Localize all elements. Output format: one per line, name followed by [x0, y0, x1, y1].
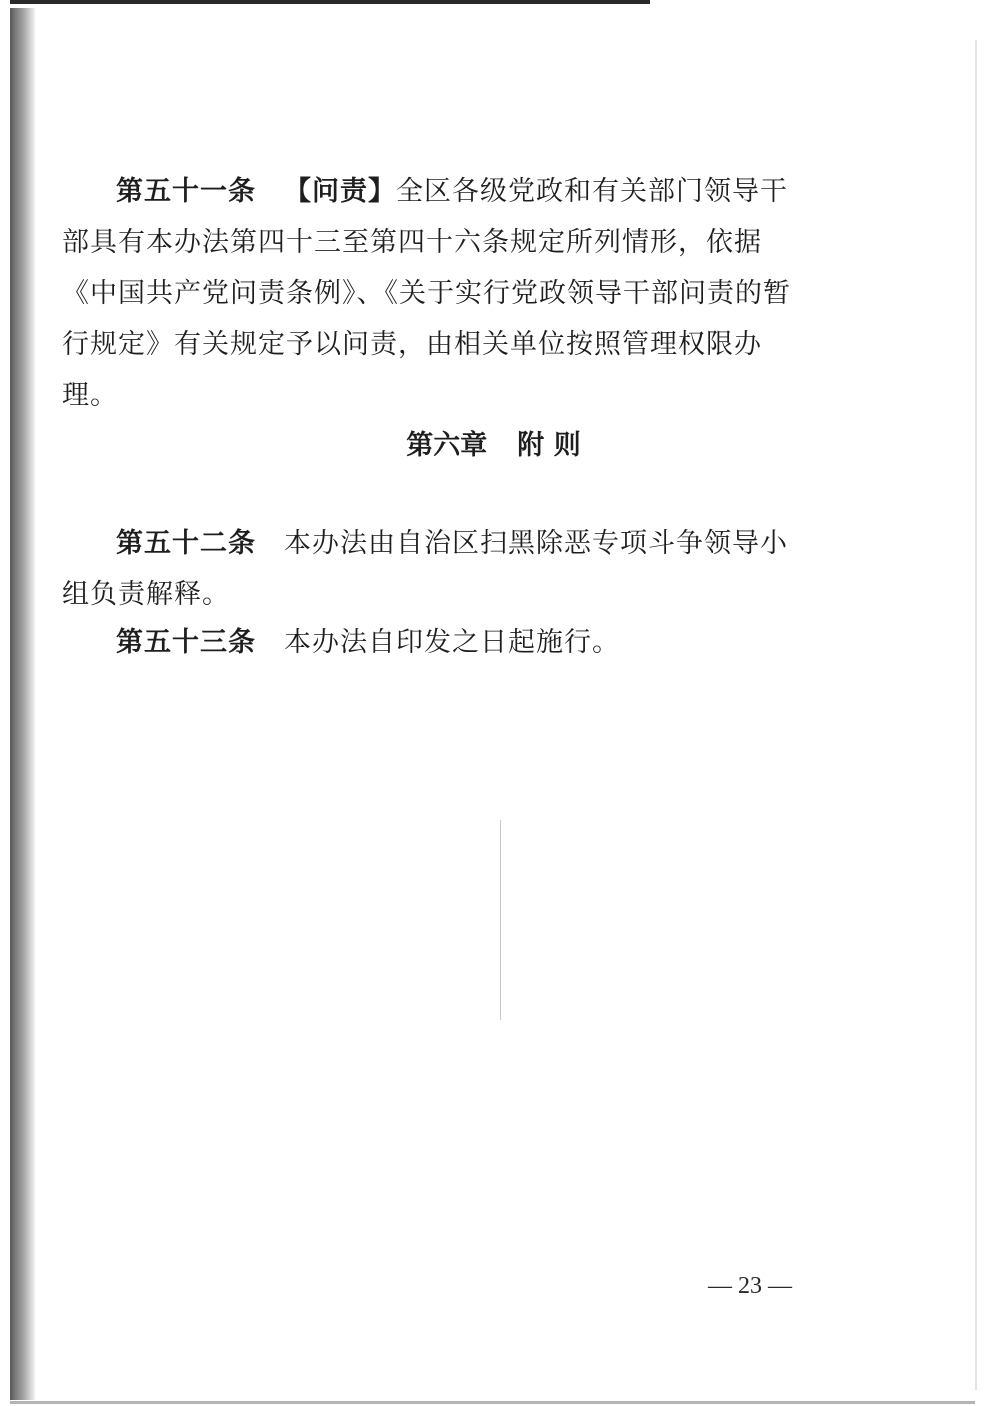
- article-51-label: 【问责】: [284, 176, 396, 207]
- chapter-title: 附 则: [517, 430, 581, 461]
- article-52-text: 本办法由自治区扫黑除恶专项斗争领导小组负责解释。: [62, 528, 788, 610]
- scan-fold-mark: [500, 820, 501, 1020]
- article-51-number: 第五十一条: [116, 176, 256, 207]
- chapter-heading: [0, 423, 987, 462]
- scan-right-edge: [975, 40, 977, 1390]
- article-53-text: 本办法自印发之日起施行。: [284, 627, 620, 658]
- scan-binding-shadow: [10, 8, 36, 1400]
- article-53: [62, 617, 807, 668]
- article-52: [62, 518, 807, 620]
- chapter-number: 第六章: [406, 430, 488, 461]
- article-51: [62, 166, 807, 421]
- article-53-number: 第五十三条: [116, 627, 256, 658]
- article-52-number: 第五十二条: [116, 528, 256, 559]
- scan-top-edge: [10, 0, 650, 4]
- scan-bottom-edge: [10, 1401, 975, 1404]
- article-51-text: 全区各级党政和有关部门领导干部具有本办法第四十三至第四十六条规定所列情形，依据《中国共产党问责条例》、《关于实行党政领导干部问责的暂行规定》有关规定予以问责，由相关单位按照管理权限办理。: [62, 176, 791, 411]
- page-number: — 23 —: [708, 1273, 792, 1299]
